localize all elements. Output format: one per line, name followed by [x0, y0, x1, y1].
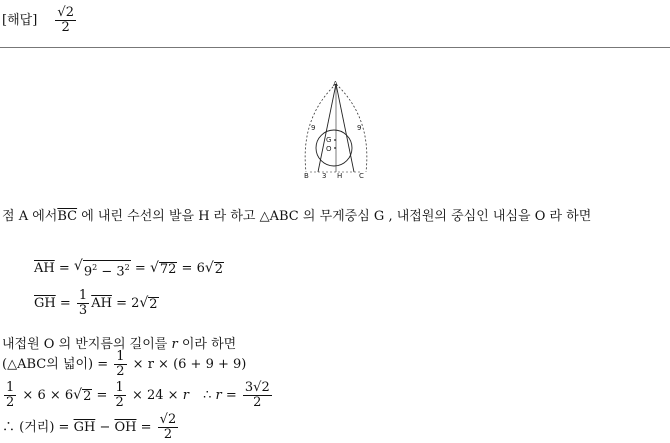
- line1-text-a: 점 A 에서: [2, 209, 58, 224]
- answer-tag: [해답]: [2, 13, 38, 28]
- label-o: O: [326, 145, 332, 153]
- segment-ah: $\overline{AH}$: [34, 261, 55, 277]
- line3-tail: 이라 하면: [181, 337, 237, 352]
- eq1-equals: =: [58, 261, 70, 277]
- side-ab: [318, 84, 336, 172]
- answer-denominator: 2: [61, 20, 70, 35]
- eq2-fraction: [77, 289, 89, 318]
- eq2-rad-2: 2: [149, 297, 158, 312]
- line6-equals: =: [140, 420, 152, 435]
- label-side-left: 9: [311, 124, 316, 132]
- equation-ah: [34, 259, 224, 278]
- eq1-rad-9: 9: [83, 264, 93, 280]
- eq2-den: 3: [78, 303, 88, 318]
- label-a: A: [333, 80, 338, 88]
- line5-rad: 2: [83, 389, 92, 404]
- line5-fraction-1: [4, 381, 16, 410]
- eq1-rad-72: 72: [159, 262, 177, 278]
- side-ac: [336, 84, 354, 172]
- line1-text-b: 에 내린 수선의 발을 H 라 하고 △ABC 의 무게중심 G , 내접원의 중심인 내심을 O 라 하면: [81, 209, 592, 224]
- incircle: [316, 130, 352, 166]
- point-g: [334, 139, 336, 141]
- answer-header: [2, 6, 78, 35]
- line5-den3: 2: [253, 395, 262, 410]
- segment-gh: $\overline{GH}$: [34, 296, 56, 311]
- point-o: [334, 147, 336, 149]
- explanation-line-6: [2, 413, 180, 442]
- eq1-radical-1: √ $9^2 - 3^2$: [73, 258, 130, 280]
- line6-head: ∴ (거리) =: [2, 420, 70, 435]
- line6-den: 2: [163, 427, 173, 442]
- line3-r: r: [171, 337, 178, 352]
- line5-den2: 2: [115, 395, 124, 410]
- line5-num2: 1: [115, 380, 124, 395]
- eq2-radical: √ 2: [139, 295, 158, 312]
- line6-num: √2: [159, 412, 177, 427]
- line4-num: 1: [116, 349, 125, 364]
- line5-num3: 3√2: [244, 380, 270, 395]
- label-h: H: [337, 172, 343, 180]
- line4-head: (△ABC의 넓이) =: [2, 357, 109, 372]
- separator-line: [0, 47, 670, 48]
- segment-bc: $\overline{BC}$: [57, 209, 78, 224]
- line5-mid2: × 24 ×: [131, 388, 179, 403]
- explanation-line-1: [2, 205, 591, 224]
- eq1-sup-b: 2: [124, 263, 130, 272]
- eq2-segment-ah: $\overline{AH}$: [91, 296, 112, 311]
- line5-r2: r: [215, 388, 222, 403]
- line5-fraction-2: [114, 381, 126, 410]
- eq1-radical-2: √ 72: [149, 260, 177, 278]
- eq1-radical-3: √ 2: [204, 260, 224, 278]
- eq1-rad-2: 2: [214, 262, 224, 278]
- explanation-line-5: [2, 381, 274, 410]
- line6-segment-oh: $\overline{OH}$: [114, 420, 137, 435]
- line5-therefore: ∴: [203, 388, 212, 403]
- line4-tail: × r × (6 + 9 + 9): [132, 357, 247, 372]
- line4-den: 2: [116, 364, 125, 379]
- eq2-equals: =: [59, 296, 71, 311]
- label-side-right: 9: [357, 124, 362, 132]
- line5-den1: 2: [6, 395, 15, 410]
- line5-equals: =: [96, 388, 108, 403]
- eq2-num: 1: [78, 288, 88, 303]
- eq2-tail: = 2: [116, 296, 140, 311]
- line6-fraction: [158, 413, 179, 442]
- label-c: C: [359, 172, 364, 180]
- eq1-equals-3: = 6: [181, 261, 205, 277]
- line6-segment-gh: $\overline{GH}$: [73, 420, 96, 435]
- line6-minus: −: [99, 420, 111, 435]
- label-g: G: [326, 136, 332, 144]
- answer-fraction: [55, 6, 76, 35]
- eq1-equals-2: =: [134, 261, 146, 277]
- eq1-sup-a: 2: [92, 263, 98, 272]
- line5-equals-2: =: [225, 388, 237, 403]
- line5-mid1: × 6 × 6: [22, 388, 74, 403]
- label-base-part: 3: [322, 172, 327, 180]
- line5-r: r: [182, 388, 189, 403]
- line4-fraction: [114, 350, 126, 379]
- line5-fraction-3: [243, 381, 272, 410]
- eq1-minus: − 3: [101, 264, 125, 280]
- explanation-line-4: [2, 350, 246, 379]
- equation-gh: [34, 289, 159, 318]
- triangle-diagram: [296, 78, 380, 182]
- line5-num1: 1: [6, 380, 15, 395]
- label-b: B: [304, 172, 309, 180]
- line3-text: 내접원 O 의 반지름의 길이를: [2, 337, 168, 352]
- answer-numerator: √2: [57, 5, 74, 20]
- line5-radical: √ 2: [73, 387, 92, 404]
